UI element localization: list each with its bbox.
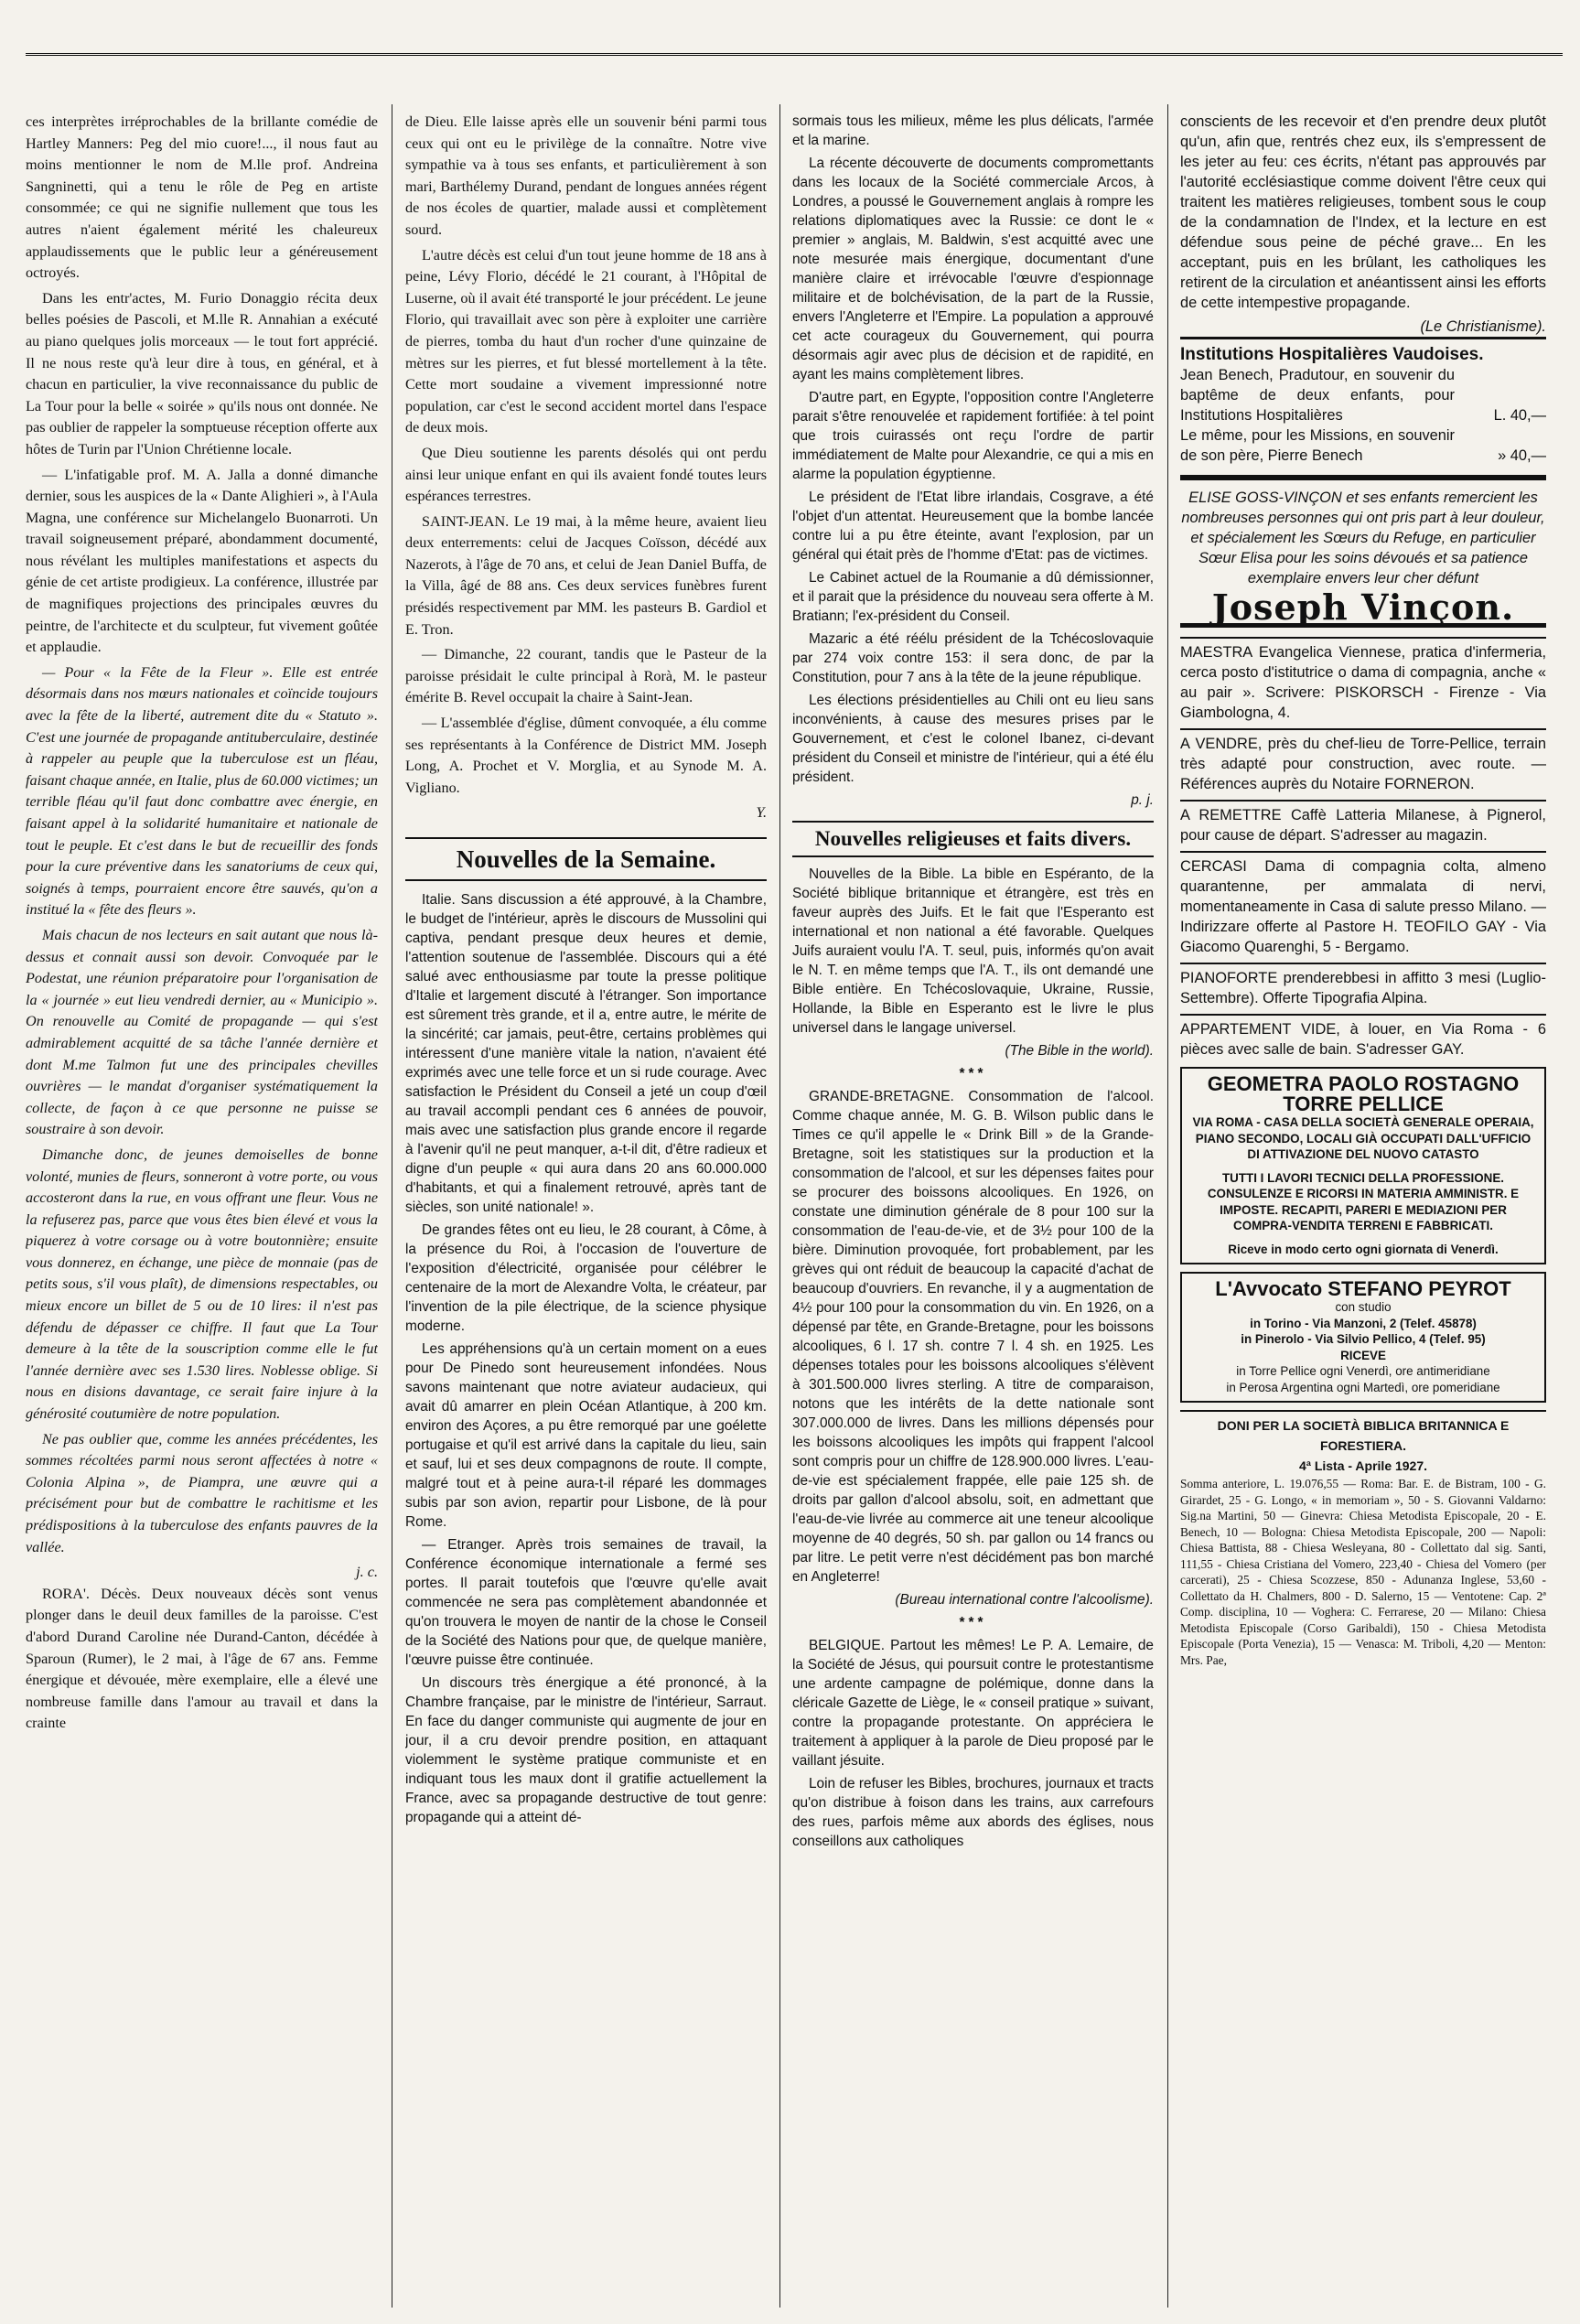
column-1: [26, 112, 378, 2308]
paragraph: Mazaric a été réélu président de la Tchécoslovaquie par 274 voix contre 153: il sera donc, de par la Constitution, pour 7 ans à la tête de la jeune république.: [792, 631, 1154, 685]
donation-text: Jean Benech, Pradutour, en souvenir du baptême de deux enfants, pour Institutions Hospitalières: [1180, 367, 1455, 424]
newspaper-page: [26, 48, 1563, 2308]
surveyor-ad-box: [1180, 1067, 1546, 1264]
signature: j. c.: [356, 1564, 378, 1581]
classified-ad: APPARTEMENT VIDE, à louer, en Via Roma - 6 pièces avec salle de bain. S'adresser GAY.: [1180, 1014, 1546, 1060]
paragraph: de Dieu. Elle laisse après elle un souvenir béni parmi tous ceux qui ont eu le privilège de la connaître. Notre vive sympathie va à tous ses enfants, et particulièrement à son mari, Barthélemy Durand, pendant de longues années régent de nos écoles de quartier, malade aussi et complètement sourd.: [405, 113, 767, 238]
classified-ad: CERCASI Dama di compagnia colta, almeno quarantenne, per ammalata di nervi, momentaneamente in Casa di salute presso Milano. — Indirizzare offerte al Pastore H. TEOFILO GAY - Via Giacomo Quarenghi, 5 - Bergamo.: [1180, 851, 1546, 957]
donation-row: [1180, 425, 1546, 466]
paragraph: Les appréhensions qu'à un certain moment on a eues pour De Pinedo sont heureusement infondées. Nous savons maintenant que notre aviateur audacieux, qui avait dû amarrer en plein Océan Atlantique, à 200 km. environ des Açores, a pu être remorqué par une goélette portugaise et qu'il est arrivé dans la capitale du lieu, sain et sauf, lui et ses deux compagnons de route. Il compte, malgré tout et à peine aura-t-il réparé les dommages subis par son avion, repartir pour Lisbone, de là pour Rome.: [405, 1341, 767, 1530]
signature: p. j.: [1131, 792, 1154, 808]
paragraph: Ne pas oublier que, comme les années précédentes, les sommes récoltées parmi nous seront affectées à notre « Colonia Alpina », de Piampra, une œuvre qui a précisément pour but de combattre le rachitisme et les prédispositions à la tuberculose des enfants pauvres de la vallée.: [26, 1430, 378, 1555]
ad-subtitle: con studio: [1335, 1300, 1392, 1314]
paragraph: Le président de l'Etat libre irlandais, Cosgrave, a été l'objet d'un attentat. Heureusement que la bombe lancée contre lui a pu être éteinte, avant l'explosion, par un général qui était près de l'homme d'Etat: pas de victimes.: [792, 490, 1154, 563]
section-heading: Nouvelles religieuses et faits divers.: [792, 821, 1154, 857]
signature: Y.: [756, 804, 767, 822]
paragraph: Le Cabinet actuel de la Roumanie a dû démissionner, et il parait que la présidence du nouveau sera offerte à M. Bratiann; l'ex-président du Conseil.: [792, 570, 1154, 624]
paragraph: — Pour « la Fête de la Fleur ». Elle est entrée désormais dans nos mœurs nationales et coïncide toujours avec la fête de la liberté, autrement dite du « Statuto ». C'est une journée de propagande antituberculaire, destinée à rappeler au peuple que la tuberculose est un fléau, faisant chaque année, en Italie, plus de 60.000 victimes; un terrible fléau qu'il faut donc combattre avec énergie, en faisant appel à la solidarité humanitaire et nationale de tout le peuple. Et c'est dans le but de recueillir des fonds pour la cure préventive dans les sanatoriums de ceux qui, soignés à temps, pourraient encore être sauvés, qu'on a institué la « fête des fleurs ».: [26, 663, 378, 919]
separator: ***: [959, 1066, 987, 1081]
paragraph: SAINT-JEAN. Le 19 mai, à la même heure, avaient lieu deux enterrements: celui de Jacques Coïsson, décédé aux Nazerots, à l'âge de 70 ans, et celui de Jean Daniel Buffa, de la Villa, âgé de 88 ans. Ces deux services funèbres furent présidés respectivement par MM. les pasteurs B. Gardiol et E. Tron.: [405, 512, 767, 638]
ad-address: in Perosa Argentina ogni Martedì, ore pomeridiane: [1226, 1380, 1500, 1394]
paragraph: Loin de refuser les Bibles, brochures, journaux et tracts qu'on distribue à foison dans les trains, aux carrefours des rues, parfois même aux abords des églises, nous conseillons aux catholiques: [792, 1776, 1154, 1849]
paragraph: ces interprètes irréprochables de la brillante comédie de Hartley Manners: Peg del mio cuore!..., il nous faut au moins mentionner le nom de M.lle prof. Andreina Sangninetti, qui a tenu le rôle de Peg en artiste consommée; ce qui ne signifie nullement que tous les autres n'aient également mérité les chaleureux applaudissements que le public leur a généreusement octroyés.: [26, 113, 378, 282]
ad-note: Riceve in modo certo ogni giornata di Venerdì.: [1228, 1242, 1499, 1256]
paragraph: sormais tous les milieux, même les plus délicats, l'armée et la marine.: [792, 113, 1154, 148]
source-note: (Bureau international contre l'alcoolisme).: [895, 1592, 1154, 1608]
ad-subtitle: RICEVE: [1340, 1348, 1386, 1362]
ad-address: in Pinerolo - Via Silvio Pellico, 4 (Telef. 95): [1241, 1332, 1486, 1346]
ad-title: GEOMETRA PAOLO ROSTAGNO: [1207, 1072, 1520, 1095]
column-4: [1180, 112, 1546, 2308]
paragraph: De grandes fêtes ont eu lieu, le 28 courant, à Côme, à la présence du Roi, à l'occasion de l'ouverture de l'exposition d'électricité, organisée pour célébrer le centenaire de la mort de Alexandre Volta, le créateur, par l'invention de la pile électrique, de la science physique moderne.: [405, 1222, 767, 1334]
paragraph: Italie. Sans discussion a été approuvé, à la Chambre, le budget de l'intérieur, après le discours de Mussolini qui captiva, pendant presque deux heures et demie, l'attention soutenue de l'assemblée. Discours qui a été salué avec enthousiasme par toute la presse politique d'Italie et largement discuté à l'étranger. Son importance est sûrement très grande, et il a, entre autre, le mérite de la sincérité; car jamais, peut-être, certains problèmes qui intéressent d'une manière vitale la nation, n'avaient été exprimés avec une telle force et un si rude courage. Avec satisfaction le Président du Conseil a jeté un coup d'œil au travail accompli pendant ces 6 années de pouvoir, mais avec une satisfaction plus grande encore il regarde à l'avenir qu'il ne peut manquer, a-t-il dit, d'être radieux et digne d'un peuple « qui aura dans 20 ans 60.000.000 d'habitants, et qui a finalement retrouvé, après tant de siècles, son unité nationale! ».: [405, 892, 767, 1215]
ad-services: TUTTI I LAVORI TECNICI DELLA PROFESSIONE. CONSULENZE E RICORSI IN MATERIA AMMINISTR. E IMPOSTE. RECAPITI, PARERI E MEDIAZIONI PER COMPRA-VENDITA TERRENI E FABBRICATI.: [1207, 1170, 1520, 1232]
separator: ***: [959, 1615, 987, 1630]
paragraph: Nouvelles de la Bible. La bible en Espéranto, de la Société biblique britannique et étrangère, est très en faveur auprès des Juifs. Et le fait que l'Esperanto est international et non national a été favorable. Quelques Juifs auraient voulu l'A. T. seul, puis, informés qu'on avait le N. T. en même temps que l'A. T., ils ont demandé une Bible entière. En Tchécoslovaquie, Ukraine, Russie, Hollande, la Bible en Esperanto est le livre le plus universel dans le langage universel.: [792, 866, 1154, 1036]
source-note: (The Bible in the world).: [1005, 1043, 1154, 1059]
paragraph: Dimanche donc, de jeunes demoiselles de bonne volonté, munies de fleurs, sonneront à votre porte, ou vous accosteront dans la rue, en vous offrant une fleur. Vous ne la refuserez pas, parce que vous êtes bien élevé et vous la piquerez à votre corsage ou à votre boutonnière; ensuite vous donnerez, en échange, une pièce de monnaie (pas de petits sous, s'il vous plaît), de dimensions respectables, ou mieux encore un billet de 5 ou de 10 lires: il n'est pas défendu de dépasser ce chiffre. Il faut que La Tour demeure à la tête de la souscription comme elle le fut l'année dernière avec ses 1.530 lires. Noblesse oblige. Si nous en disions davantage, ce serait faire injure à la générosité coutumière de notre population.: [26, 1146, 378, 1423]
paragraph: — Etranger. Après trois semaines de travail, la Conférence économique internationale a fermé ses portes. Il parait toutefois que l'œuvre qu'elle avait commencée ne sera pas complètement abandonnée et qu'on trouvera le moyen de nantir de la chose le Conseil de la Société des Nations pour que, de quelque manière, l'œuvre puisse être continuée.: [405, 1537, 767, 1668]
ad-city: TORRE PELLICE: [1283, 1092, 1444, 1115]
ad-address: in Torino - Via Manzoni, 2 (Telef. 45878): [1250, 1316, 1477, 1330]
deceased-name: Joseph Vinçon.: [1180, 597, 1546, 628]
donation-amount: L. 40,—: [1493, 407, 1546, 424]
bible-society-subheading: 4ª Lista - Aprile 1927.: [1298, 1458, 1428, 1473]
column-divider: [779, 104, 780, 2308]
paragraph: Dans les entr'actes, M. Furio Donaggio récita deux belles poésies de Pascoli, et M.lle R. Annahian a exécuté au piano quelques jolis morceaux — le tout fort apprécié. Il ne nous reste qu'à leur dire à tous, en général, et à chacun en particulier, la vive reconnaissance du public de La Tour pour la belle « soirée » qu'ils nous ont donnée. Ne pas oublier de rappeler la somptueuse réception offerte aux hôtes de Turin par l'Union Chrétienne locale.: [26, 289, 378, 457]
column-3: [792, 112, 1154, 2308]
donation-amount: » 40,—: [1498, 447, 1546, 464]
classified-ad: A REMETTRE Caffè Latteria Milanese, à Pignerol, pour cause de départ. S'adresser au magazin.: [1180, 800, 1546, 845]
paragraph: RORA'. Décès. Deux nouveaux décès sont venus plonger dans le deuil deux familles de la paroisse. C'est d'abord Durand Caroline née Durand-Canton, décédée à Sparoun (Rumer), le 2 mai, à l'âge de 67 ans. Femme énergique et dévouée, mère exemplaire, elle a élevé une nombreuse famille dans l'amour au travail et dans la crainte: [26, 1585, 378, 1732]
paragraph: La récente découverte de documents compromettants dans les locaux de la Société commerciale Arcos, à Londres, a poussé le Gouvernement anglais à rompre les relations diplomatiques avec la Russie: ce dont le « premier » anglais, M. Baldwin, s'est acquitté avec une note mesurée mais énergique, documentant d'une manière claire et irrévocable l'œuvre d'espionnage militaire et de bolchévisation, de la part de la Russie, envers l'Angleterre et l'Empire. La population a approuvé cet acte courageux du Gouvernement, qui pourra désormais agir avec plus de décision et de rapidité, en ayant les mains complètement libres.: [792, 156, 1154, 382]
ad-address: VIA ROMA - CASA DELLA SOCIETÀ GENERALE OPERAIA, PIANO SECONDO, LOCALI GIÀ OCCUPATI DALL'UFFICIO DI ATTIVAZIONE DEL NUOVO CATASTO: [1192, 1115, 1534, 1161]
thanks-notice: ELISE GOSS-VINÇON et ses enfants remercient les nombreuses personnes qui ont pris part à leur douleur, et spécialement les Sœurs du Refuge, en particulier Sœur Elisa pour les soins dévoués et sa patience exemplaire envers leur cher défunt: [1180, 475, 1546, 588]
paragraph: — Dimanche, 22 courant, tandis que le Pasteur de la paroisse présidait le culte principal à Rorà, M. le pasteur émérite B. Revel occupait la chaire à Saint-Jean.: [405, 646, 767, 706]
source-note: (Le Christianisme).: [1420, 318, 1546, 335]
paragraph: Les élections présidentielles au Chili ont eu lieu sans inconvénients, à cause des mesures prises par le Gouvernement, et c'est le colonel Ibanez, ci-devant président du Conseil et ministre de l'intérieur, qui a été élu président.: [792, 693, 1154, 785]
paragraph: — L'assemblée d'église, dûment convoquée, a élu comme ses représentants à la Conférence de District MM. Joseph Long, A. Prochet et V. Morglia, et au Synode M. A. Vigliano.: [405, 715, 767, 796]
bible-society-list: Somma anteriore, L. 19.076,55 — Roma: Bar. E. de Bistram, 100 - G. Girardet, 25 - G. Longo, « in memoriam », 50 - S. Giovanni Valdarno: Sig.na Martini, 50 — Ginevra: Chiesa Metodista Episcopale, 20 - E. Benech, 10 — Bologna: Chiesa Metodista Episcopale, 200 — Napoli: Chiesa Battista, 88 - Chiesa Wesleyana, 80 - Collettato dal sig. Santi, 111,55 - Chiesa Cristiana del Vomero, 223,40 - Chiesa del Vomero (per carcerati), 25 - Chiesa Scozzese, 850 - Adunanza Inglese, 53,60 - Collettato da H. Chalmers, 800 - D. Salerno, 15 — Ventotene: Cap. 2ª Comp. disciplina, 10 — Voghera: C. Ferrarese, 20 — Milano: Chiesa Metodista Episcopale (Corso Garibaldi), 150 - Chiesa Metodista Episcopale (Porta Venezia), 15 — Venasca: M. Triboli, 4,20 — Menton: Mrs. Pae,: [1180, 1477, 1546, 1667]
paragraph: GRANDE-BRETAGNE. Consommation de l'alcool. Comme chaque année, M. G. B. Wilson public dans le Times ce qu'il appelle le « Drink Bill » de la Grande-Bretagne, soit les statistiques sur la production et la consommation de l'alcool, et sur les dépenses faites pour se procurer des boissons alcooliques. En 1926, on constate une diminution générale de 8 pour 100 sur la consommation de l'eau-de-vie, et de 3½ pour 100 de la bière. Diminution provoquée, fort probablement, par les grèves qui ont réduit de beaucoup la capacité d'achat de beaucoup d'ouvriers. En revanche, il y a augmentation de 4½ pour 100 pour la consommation du vin. En 1926, on a dépensé par tête, en Grande-Bretagne, pour les boissons alcooliques, 6 l. 17 sh. contre 7 l. 4 sh. en 1925. Les dépenses totales pour les boissons alcooliques s'élèvent à 301.500.000 livres sterling. A titre de comparaison, notons que les intérêts de la dette nationale sont 307.000.000 de livres. Dans les millions dépensés pour les boissons alcooliques les impôts qui frappent l'alcool sont compris pour un chiffre de 128.900.000 livres. L'eau-de-vie est spécialement frappée, elle paie 125 sh. de droits par gallon d'alcool absolu, soit, en admettant que l'eau-de-vie livrée au commerce ait une teneur alcoolique moyenne de 40 degrés, 50 sh. par gallon ou 14 francs ou par litre. Le petit verre n'est décidément pas bon marché en Angleterre!: [792, 1089, 1154, 1585]
paragraph: BELGIQUE. Partout les mêmes! Le P. A. Lemaire, de la Société de Jésus, qui poursuit contre le protestantisme une ardente campagne de polémique, donne dans la cléricale Gazette de Liège, le « conseil pratique » suivant, contre la propagande protestante. On appréciera le traitement à appliquer à la parole de Dieu proposé par le vaillant jésuite.: [792, 1638, 1154, 1769]
paragraph: D'autre part, en Egypte, l'opposition contre l'Angleterre parait s'être renouvelée et rapidement fortifiée: à tel point que trois cuirassés ont reçu l'ordre de partir immédiatement de Malte pour Alexandrie, ce qui a mis en alarme la population égyptienne.: [792, 390, 1154, 482]
column-divider: [1167, 104, 1168, 2308]
section-heading: Nouvelles de la Semaine.: [405, 837, 767, 881]
donation-text: Le même, pour les Missions, en souvenir de son père, Pierre Benech: [1180, 427, 1455, 464]
paragraph: conscients de les recevoir et d'en prendre deux plutôt qu'un, afin que, rentrés chez eux, ils s'empressent de les jeter au feu: ces écrits, n'étant pas approuvés par l'autorité ecclésiastique comme doivent l'être ceux qui traitent les matières religieuses, tombent sous le coup de la condamnation de l'Index, et la lecture en est défendue sous peine de péché grave... En les acceptant, puis en les brûlant, les catholiques les retirent de la circulation et anéantissent ainsi les efforts de cette intempestive propagande.: [1180, 113, 1546, 311]
paragraph: Que Dieu soutienne les parents désolés qui ont perdu ainsi leur unique enfant en qui ils avaient fondé toutes leurs espérances terrestres.: [405, 444, 767, 505]
bible-society-heading: DONI PER LA SOCIETÀ BIBLICA BRITANNICA E FORESTIERA.: [1180, 1410, 1546, 1456]
classified-ad: MAESTRA Evangelica Viennese, pratica d'infermeria, cerca posto d'istitutrice o dama di compagnia, anche « au pair ». Scrivere: PISKORSCH - Firenze - Via Giambologna, 4.: [1180, 637, 1546, 723]
paragraph: Mais chacun de nos lecteurs en sait autant que nous là-dessus et connait aussi son devoir. Convoquée par le Podestat, une réunion préparatoire pour l'organisation de la « journée » eut lieu vendredi dernier, au « Municipio ». On renouvelle au Comité de propagande — qui s'est admirablement acquitté de sa tâche l'année dernière et dont M.me Talmon fut une des principales chevilles ouvrières — le mandat d'organiser systématiquement la collecte, de façon à ce que personne ne puisse se soustraire à son devoir.: [26, 926, 378, 1138]
donation-row: [1180, 365, 1546, 425]
ad-address: in Torre Pellice ogni Venerdì, ore antimeridiane: [1236, 1364, 1490, 1378]
paragraph: L'autre décès est celui d'un tout jeune homme de 18 ans à peine, Lévy Florio, décédé le 21 courant, à l'Hôpital de Luserne, où il avait été transporté le jour précédent. Le jeune Florio, qui travaillait avec son père à exploiter une carrière de pierres, tomba du haut d'un rocher d'une quinzaine de mètres sur les pierres, et fut blessé mortellement à la tête. Cette mort soudaine a vivement impressionné notre population, car c'est le second accident mortel dans l'espace de deux mois.: [405, 246, 767, 436]
ad-title: L'Avvocato STEFANO PEYROT: [1215, 1277, 1511, 1300]
paragraph: — L'infatigable prof. M. A. Jalla a donné dimanche dernier, sous les auspices de la « Dante Alighieri », à l'Aula Magna, une conférence sur Michelangelo Buonarroti. Un travail soigneusement préparé, abondamment documenté, nous révélant les multiples manifestations et aspects du génie de cet artiste prodigieux. La conférence, illustrée par de magnifiques projections des principales œuvres du peintre, de l'architecte et du sculpteur, fut vivement goûtée et applaudie.: [26, 466, 378, 656]
column-2: [405, 112, 767, 2308]
classified-ad: PIANOFORTE prenderebbesi in affitto 3 mesi (Luglio-Settembre). Offerte Tipografia Alpina.: [1180, 963, 1546, 1008]
classified-ad: A VENDRE, près du chef-lieu de Torre-Pellice, terrain très adapté pour construction, avec route. — Références auprès du Notaire FORNERON.: [1180, 728, 1546, 794]
lawyer-ad-box: [1180, 1272, 1546, 1403]
paragraph: Un discours très énergique a été prononcé, à la Chambre française, par le ministre de l'intérieur, Sarraut. En face du danger communiste qui augmente de jour en jour, il a cru devoir prendre position, en attaquant violemment le système pratique communiste et en indiquant tous les maux dont il gratifie actuellement la France, avec sa propagande destructive de tout genre: propagande qui a atteint dé-: [405, 1675, 767, 1825]
donations-heading: Institutions Hospitalières Vaudoises.: [1180, 337, 1546, 365]
